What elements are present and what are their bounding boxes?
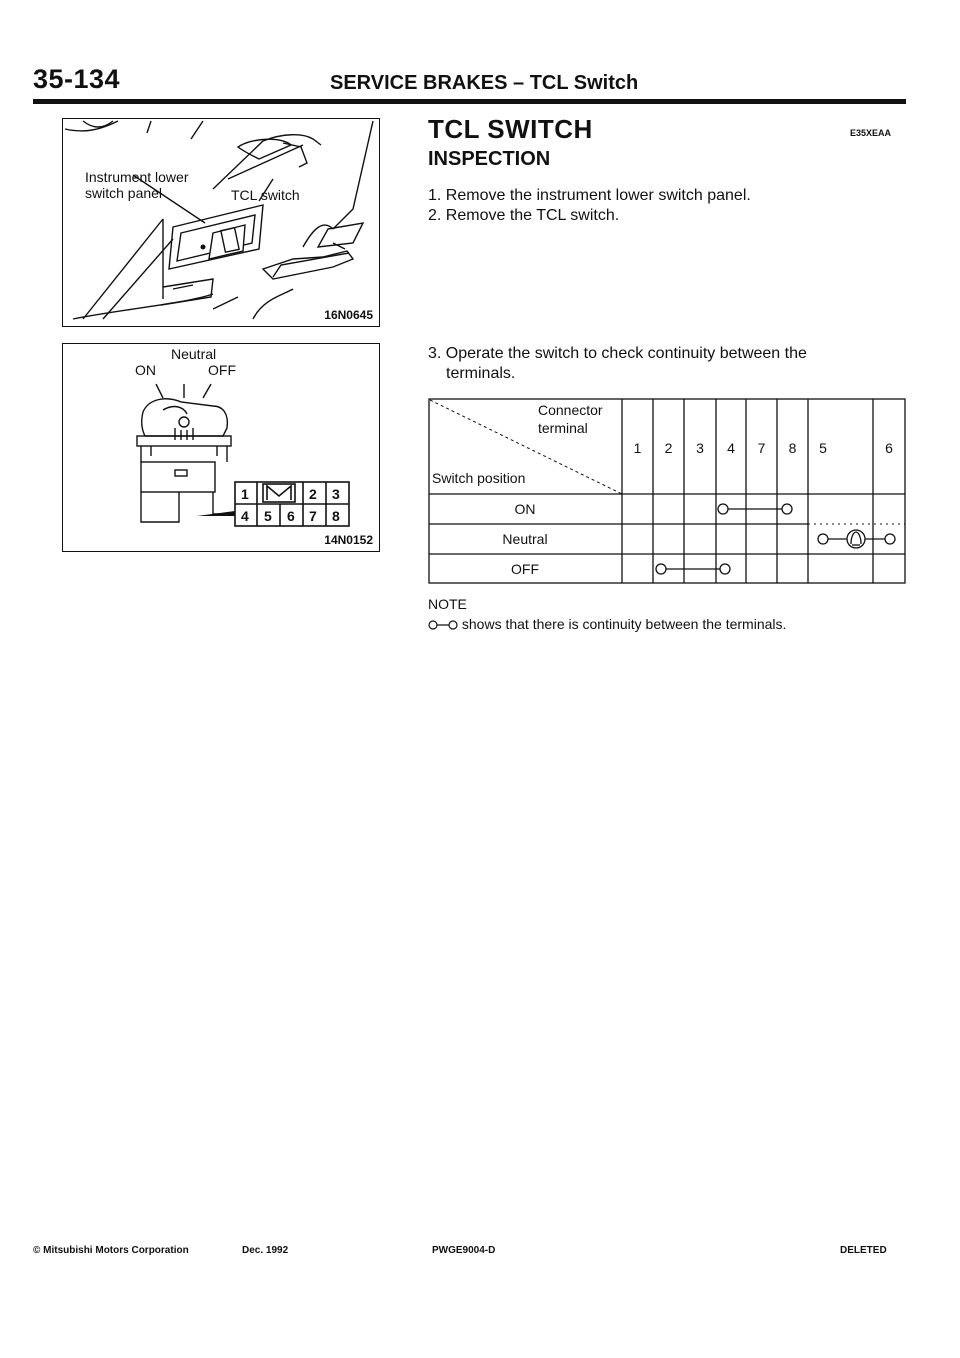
terminal-1: 1 xyxy=(241,486,249,502)
step-3-line-2: terminals. xyxy=(446,365,516,382)
terminal-8: 8 xyxy=(332,508,340,524)
terminal-5: 5 xyxy=(264,508,272,524)
terminal-header-1: 1 xyxy=(633,440,642,456)
page-number: 35-134 xyxy=(33,64,121,94)
header-switch-position: Switch position xyxy=(432,470,526,486)
label-on: ON xyxy=(135,362,156,378)
label-off: OFF xyxy=(208,362,236,378)
section-title: TCL SWITCH xyxy=(428,114,593,144)
label-neutral: Neutral xyxy=(171,346,217,362)
step-3-line-1: 3. Operate the switch to check continuity between the xyxy=(428,345,807,362)
figure-switch-location xyxy=(62,118,380,327)
step-1: 1. Remove the instrument lower switch panel. xyxy=(428,187,751,204)
note-text: shows that there is continuity between the terminals. xyxy=(461,616,787,632)
note-heading: NOTE xyxy=(428,596,467,612)
terminal-header-8: 8 xyxy=(788,440,797,456)
header-terminal: terminal xyxy=(538,420,588,436)
terminal-header-6: 6 xyxy=(885,440,893,456)
label-switch-panel: switch panel xyxy=(85,185,163,201)
continuity-table xyxy=(428,398,906,584)
terminal-header-4: 4 xyxy=(727,440,735,456)
terminal-3: 3 xyxy=(332,486,340,502)
header-rule xyxy=(33,99,906,104)
terminal-header-2: 2 xyxy=(664,440,673,456)
step-list xyxy=(428,186,751,226)
terminal-header-5: 5 xyxy=(819,440,827,456)
footer-status: DELETED xyxy=(840,1245,887,1256)
footer-copyright: © Mitsubishi Motors Corporation xyxy=(33,1245,189,1256)
footer-doc-code: PWGE9004-D xyxy=(432,1245,496,1256)
continuity-table-grid xyxy=(428,398,906,584)
continuity-symbol-icon xyxy=(428,619,458,631)
terminal-header-3: 3 xyxy=(696,440,704,456)
figure-switch-connector xyxy=(62,343,380,552)
label-instrument-lower: Instrument lower xyxy=(85,169,189,185)
label-tcl-switch: TCL switch xyxy=(231,187,300,203)
page-title: SERVICE BRAKES – TCL Switch xyxy=(330,72,639,94)
terminal-7: 7 xyxy=(309,508,317,524)
section-subheading: INSPECTION xyxy=(428,148,551,170)
terminal-6: 6 xyxy=(287,508,295,524)
terminal-2: 2 xyxy=(309,486,317,502)
terminal-4: 4 xyxy=(241,508,249,524)
dashboard-illustration xyxy=(63,119,379,326)
row-label-on: ON xyxy=(514,501,536,517)
step-2: 2. Remove the TCL switch. xyxy=(428,207,620,224)
note-body xyxy=(428,614,786,634)
note xyxy=(428,594,786,634)
section-code: E35XEAA xyxy=(850,128,892,138)
row-label-off: OFF xyxy=(511,561,539,577)
header-connector: Connector xyxy=(538,402,603,418)
footer-date: Dec. 1992 xyxy=(242,1245,289,1256)
terminal-header-7: 7 xyxy=(757,440,766,456)
step-3 xyxy=(428,344,908,384)
row-label-neutral: Neutral xyxy=(502,531,548,547)
figure-code: 16N0645 xyxy=(324,308,373,322)
figure-code: 14N0152 xyxy=(324,533,373,547)
